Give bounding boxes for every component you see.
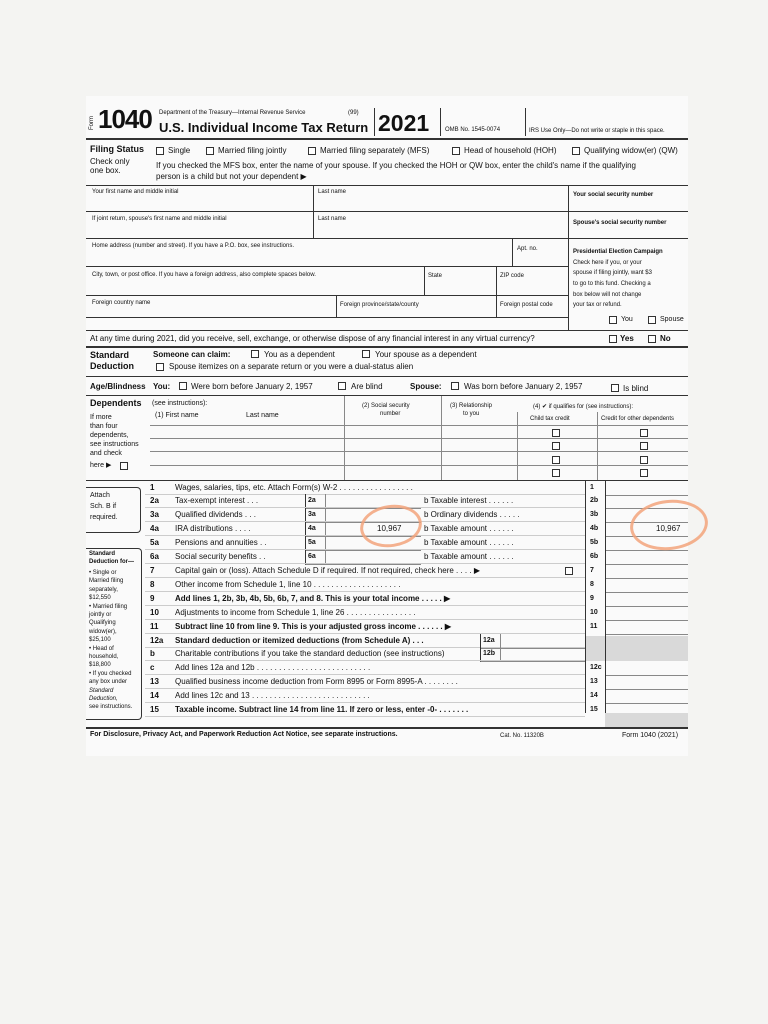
line-description: Tax-exempt interest . . . xyxy=(175,496,259,505)
married-separately-label: Married filing separately (MFS) xyxy=(320,146,430,155)
line-amount-field[interactable] xyxy=(605,675,688,690)
head-of-household-label: Head of household (HOH) xyxy=(464,146,557,155)
line-box-label: 9 xyxy=(590,595,594,602)
schedule-d-checkbox[interactable] xyxy=(565,567,573,575)
line-description: IRA distributions . . . . xyxy=(175,524,251,533)
std-sidebar-item: $12,550 xyxy=(89,595,111,602)
campaign-spouse-label: Spouse xyxy=(660,316,684,323)
line-number: 12a xyxy=(150,636,164,645)
line-description: Capital gain or (loss). Attach Schedule D if required. If not required, check here . . . . ▶ xyxy=(175,566,480,575)
line-amount-field[interactable] xyxy=(605,606,688,621)
line-description: Social security benefits . . xyxy=(175,552,266,561)
line-description: Wages, salaries, tips, etc. Attach Form(s) W-2 . . . . . . . . . . . . . . . . . xyxy=(175,483,413,492)
line-number: 7 xyxy=(150,566,155,575)
line-b-description: b Taxable interest . . . . . . xyxy=(424,496,514,505)
line-box-label: 1 xyxy=(590,484,594,491)
std-sidebar-item: Married filing xyxy=(89,578,124,585)
filing-status-sub1: Check only xyxy=(90,157,130,166)
campaign-line5: your tax or refund. xyxy=(573,302,622,308)
foreign-country-label: Foreign country name xyxy=(92,300,151,306)
std-sidebar-item: • Head of xyxy=(89,645,114,652)
std-sidebar-item: any box under xyxy=(89,679,128,686)
odc-checkbox-2[interactable] xyxy=(640,442,648,450)
line-number: 10 xyxy=(150,608,159,617)
std-sidebar-item: Deduction, xyxy=(89,696,118,702)
line-number: c xyxy=(150,663,155,672)
mid-box-label: 5a xyxy=(308,539,316,546)
dep-col1b: Last name xyxy=(246,412,279,419)
mid-box-label: 12a xyxy=(483,637,495,644)
line-box-label: 3b xyxy=(590,511,599,518)
campaign-line1: Check here if you, or your xyxy=(573,260,642,266)
spouse-itemizes-label: Spouse itemizes on a separate return or you were a dual-status alien xyxy=(169,362,414,371)
footer-form: Form 1040 (2021) xyxy=(622,732,679,739)
std-sidebar-item: • If you checked xyxy=(89,670,132,677)
line-amount-field[interactable] xyxy=(605,578,688,593)
line-number: 4a xyxy=(150,524,159,533)
std-sidebar-item: Standard xyxy=(89,687,114,694)
line-number: 3a xyxy=(150,510,159,519)
spouse-dependent-checkbox[interactable] xyxy=(362,350,370,358)
dep-col2b: number xyxy=(380,411,401,417)
line-description: Subtract line 10 from line 9. This is your adjusted gross income . . . . . . ▶ xyxy=(175,622,451,631)
filing-status-note2: person is a child but not your dependent ▶ xyxy=(156,172,307,181)
line-box-label: 14 xyxy=(590,692,598,699)
first-name-label: Your first name and middle initial xyxy=(92,189,179,195)
std-sidebar-item: separately, xyxy=(89,586,118,593)
ctc-checkbox-4[interactable] xyxy=(552,469,560,477)
ssn-label: Your social security number xyxy=(573,192,654,198)
you-born-label: Were born before January 2, 1957 xyxy=(191,382,313,391)
line-number: 2a xyxy=(150,496,159,505)
someone-can-claim: Someone can claim: xyxy=(153,350,231,359)
age-blindness-label: Age/Blindness xyxy=(90,382,146,391)
form-word: Form xyxy=(89,116,95,130)
std-sidebar-item: • Single or xyxy=(89,570,117,576)
line-description: Standard deduction or itemized deductions (from Schedule A) . . . xyxy=(175,636,424,645)
tax-year: 2021 xyxy=(378,110,430,136)
city-label: City, town, or post office. If you have a foreign address, also complete spaces below. xyxy=(92,272,316,278)
attach-line1: Attach xyxy=(90,492,110,499)
line-box-label: 8 xyxy=(590,581,594,588)
spouse-last-name-label: Last name xyxy=(318,216,347,222)
line-b-description: b Taxable amount . . . . . . xyxy=(424,524,514,533)
standard-label2: Deduction xyxy=(90,361,134,371)
line-box-label: 11 xyxy=(590,623,598,630)
line-description: Adjustments to income from Schedule 1, line 26 . . . . . . . . . . . . . . . . xyxy=(175,608,416,617)
line-box-label: 10 xyxy=(590,609,598,616)
line-description: Qualified dividends . . . xyxy=(175,510,256,519)
line-description: Other income from Schedule 1, line 10 . . . . . . . . . . . . . . . . . . . . xyxy=(175,580,401,589)
dep-col4a: Child tax credit xyxy=(530,416,570,422)
line-number: 11 xyxy=(150,622,159,631)
line-box-label: 13 xyxy=(590,678,598,685)
omb-number: OMB No. 1545-0074 xyxy=(445,127,501,133)
line-amount-value: 10,967 xyxy=(656,524,681,533)
line-b-description: b Ordinary dividends . . . . . xyxy=(424,510,520,519)
spouse-ssn-label: Spouse's social security number xyxy=(573,220,667,226)
dependents-see: (see instructions): xyxy=(152,400,208,407)
form-number: 1040 xyxy=(98,104,152,134)
line-number: 5a xyxy=(150,538,159,547)
line-amount-field[interactable] xyxy=(605,564,688,579)
line-b-description: b Taxable amount . . . . . . xyxy=(424,552,514,561)
irs-code: (99) xyxy=(348,110,359,116)
line-amount-field[interactable] xyxy=(605,661,688,676)
line-box-label: 6b xyxy=(590,553,599,560)
more-dependents-checkbox[interactable] xyxy=(120,462,128,470)
zip-label: ZIP code xyxy=(500,273,524,279)
mid-amount-value: 10,967 xyxy=(377,524,402,533)
spouse-born-label: Was born before January 2, 1957 xyxy=(464,382,583,391)
odc-checkbox-3[interactable] xyxy=(640,456,648,464)
line-amount-field[interactable] xyxy=(605,592,688,607)
line-description: Add lines 12c and 13 . . . . . . . . . . . . . . . . . . . . . . . . . . . xyxy=(175,691,370,700)
filing-status-note1: If you checked the MFS box, enter the name of your spouse. If you checked the HOH or QW box, enter the child's name if the qualifying xyxy=(156,161,636,170)
you-blind-label: Are blind xyxy=(351,382,383,391)
dep-col3b: to you xyxy=(463,411,480,417)
line-number: 13 xyxy=(150,677,159,686)
line-b-description: b Taxable amount . . . . . . xyxy=(424,538,514,547)
mid-box-label: 3a xyxy=(308,511,316,518)
campaign-you-checkbox[interactable] xyxy=(609,316,617,324)
footer-cat: Cat. No. 11320B xyxy=(500,733,544,739)
std-sidebar-item: $25,100 xyxy=(89,637,111,644)
line-description: Qualified business income deduction from Form 8995 or Form 8995-A . . . . . . . . xyxy=(175,677,458,686)
virtual-yes-checkbox[interactable] xyxy=(609,335,617,343)
you-born-checkbox[interactable] xyxy=(179,382,187,390)
mid-box-label: 4a xyxy=(308,525,316,532)
irs-use-only: IRS Use Only—Do not write or staple in this space. xyxy=(529,128,665,134)
campaign-spouse-checkbox[interactable] xyxy=(648,316,656,324)
married-separately-checkbox[interactable] xyxy=(308,147,316,155)
you-dependent-checkbox[interactable] xyxy=(251,350,259,358)
line-box-label: 12c xyxy=(590,664,602,671)
line-number: 6a xyxy=(150,552,159,561)
odc-checkbox-4[interactable] xyxy=(640,469,648,477)
std-sidebar-item: Qualifying xyxy=(89,620,116,627)
line-number: 15 xyxy=(150,705,159,714)
state-label: State xyxy=(428,273,443,279)
campaign-line3: to go to this fund. Checking a xyxy=(573,281,651,287)
dep-side-3: dependents, xyxy=(90,432,129,439)
dep-col4b: Credit for other dependents xyxy=(601,416,675,422)
line-number: 9 xyxy=(150,594,155,603)
spouse-blind-checkbox[interactable] xyxy=(611,384,619,392)
line-description: Charitable contributions if you take the standard deduction (see instructions) xyxy=(175,649,445,658)
virtual-no-label: No xyxy=(660,334,671,343)
dep-col3a: (3) Relationship xyxy=(450,403,493,409)
line-number: b xyxy=(150,649,155,658)
line-description: Taxable income. Subtract line 14 from line 11. If zero or less, enter -0- . . . . . . . xyxy=(175,705,469,714)
form-title: U.S. Individual Income Tax Return xyxy=(159,120,369,135)
virtual-no-checkbox[interactable] xyxy=(648,335,656,343)
std-sidebar-item: see instructions. xyxy=(89,704,133,711)
odc-checkbox-1[interactable] xyxy=(640,429,648,437)
last-name-label: Last name xyxy=(318,189,347,195)
married-jointly-label: Married filing jointly xyxy=(218,146,287,155)
std-sidebar-title2: Deduction for— xyxy=(89,559,134,565)
line-box-label: 5b xyxy=(590,539,599,546)
spouse-dependent-label: Your spouse as a dependent xyxy=(375,350,477,359)
spouse-itemizes-checkbox[interactable] xyxy=(156,363,164,371)
dep-side-1: If more xyxy=(90,414,112,421)
department: Department of the Treasury—Internal Revenue Service xyxy=(159,110,306,116)
standard-label1: Standard xyxy=(90,350,130,360)
dependents-label: Dependents xyxy=(90,398,142,408)
std-sidebar-item: widow(er), xyxy=(89,628,117,635)
std-sidebar-title1: Standard xyxy=(89,551,116,557)
line-number: 14 xyxy=(150,691,159,700)
qualifying-widow-label: Qualifying widow(er) (QW) xyxy=(584,146,678,155)
footer-notice: For Disclosure, Privacy Act, and Paperwork Reduction Act Notice, see separate instructions. xyxy=(90,731,398,738)
foreign-province-label: Foreign province/state/county xyxy=(340,302,419,308)
line-box-label: 7 xyxy=(590,567,594,574)
dep-side-4: see instructions xyxy=(90,441,139,448)
virtual-currency-question: At any time during 2021, did you receive, sell, exchange, or otherwise dispose of any financial interest in any virtual currency? xyxy=(90,334,535,343)
line-amount-field[interactable] xyxy=(605,620,688,635)
attach-line3: required. xyxy=(90,514,118,521)
age-spouse-label: Spouse: xyxy=(410,382,442,391)
campaign-line4: box below will not change xyxy=(573,292,642,298)
line-description: Add lines 1, 2b, 3b, 4b, 5b, 6b, 7, and 8. This is your total income . . . . . ▶ xyxy=(175,594,451,603)
dep-side-5: and check xyxy=(90,450,122,457)
line-box-label: 2b xyxy=(590,497,599,504)
foreign-postal-label: Foreign postal code xyxy=(500,302,553,308)
you-blind-checkbox[interactable] xyxy=(338,382,346,390)
ctc-checkbox-2[interactable] xyxy=(552,442,560,450)
married-jointly-checkbox[interactable] xyxy=(206,147,214,155)
virtual-yes-label: Yes xyxy=(620,334,634,343)
dep-side-2: than four xyxy=(90,423,118,430)
apt-label: Apt. no. xyxy=(517,246,538,252)
spouse-first-name-label: If joint return, spouse's first name and middle initial xyxy=(92,216,227,222)
line-amount-field[interactable] xyxy=(605,550,688,565)
mid-box-label: 12b xyxy=(483,650,496,657)
std-sidebar-item: $18,800 xyxy=(89,662,111,669)
ctc-checkbox-1[interactable] xyxy=(552,429,560,437)
campaign-title: Presidential Election Campaign xyxy=(573,249,663,255)
single-checkbox[interactable] xyxy=(156,147,164,155)
ctc-checkbox-3[interactable] xyxy=(552,456,560,464)
spouse-born-checkbox[interactable] xyxy=(451,382,459,390)
filing-status-sub2: one box. xyxy=(90,166,121,175)
campaign-you-label: You xyxy=(621,316,633,323)
dep-col4: (4) ✔ if qualifies for (see instructions): xyxy=(533,404,634,410)
filing-status-label: Filing Status xyxy=(90,144,144,154)
line-box-label: 15 xyxy=(590,706,598,713)
single-label: Single xyxy=(168,146,191,155)
dep-col2a: (2) Social security xyxy=(362,403,410,409)
std-sidebar-item: household, xyxy=(89,654,119,660)
line-number: 1 xyxy=(150,483,155,492)
you-dependent-label: You as a dependent xyxy=(264,350,335,359)
mid-box-label: 2a xyxy=(308,497,316,504)
line-description: Pensions and annuities . . xyxy=(175,538,267,547)
line-description: Add lines 12a and 12b . . . . . . . . . . . . . . . . . . . . . . . . . . xyxy=(175,663,371,672)
mid-box-label: 6a xyxy=(308,553,316,560)
qualifying-widow-checkbox[interactable] xyxy=(572,147,580,155)
dep-side-6: here ▶ xyxy=(90,462,112,469)
dep-col1a: (1) First name xyxy=(155,412,199,419)
address-label: Home address (number and street). If you have a P.O. box, see instructions. xyxy=(92,243,294,249)
campaign-line2: spouse if filing jointly, want $3 xyxy=(573,270,652,276)
std-sidebar-item: jointly or xyxy=(89,612,112,618)
age-you-label: You: xyxy=(153,382,171,391)
line-number: 8 xyxy=(150,580,155,589)
head-of-household-checkbox[interactable] xyxy=(452,147,460,155)
std-sidebar-item: • Married filing xyxy=(89,603,128,610)
spouse-blind-label: Is blind xyxy=(623,384,649,393)
attach-line2: Sch. B if xyxy=(90,503,117,510)
line-box-label: 4b xyxy=(590,525,599,532)
line-amount-field[interactable] xyxy=(605,689,688,704)
